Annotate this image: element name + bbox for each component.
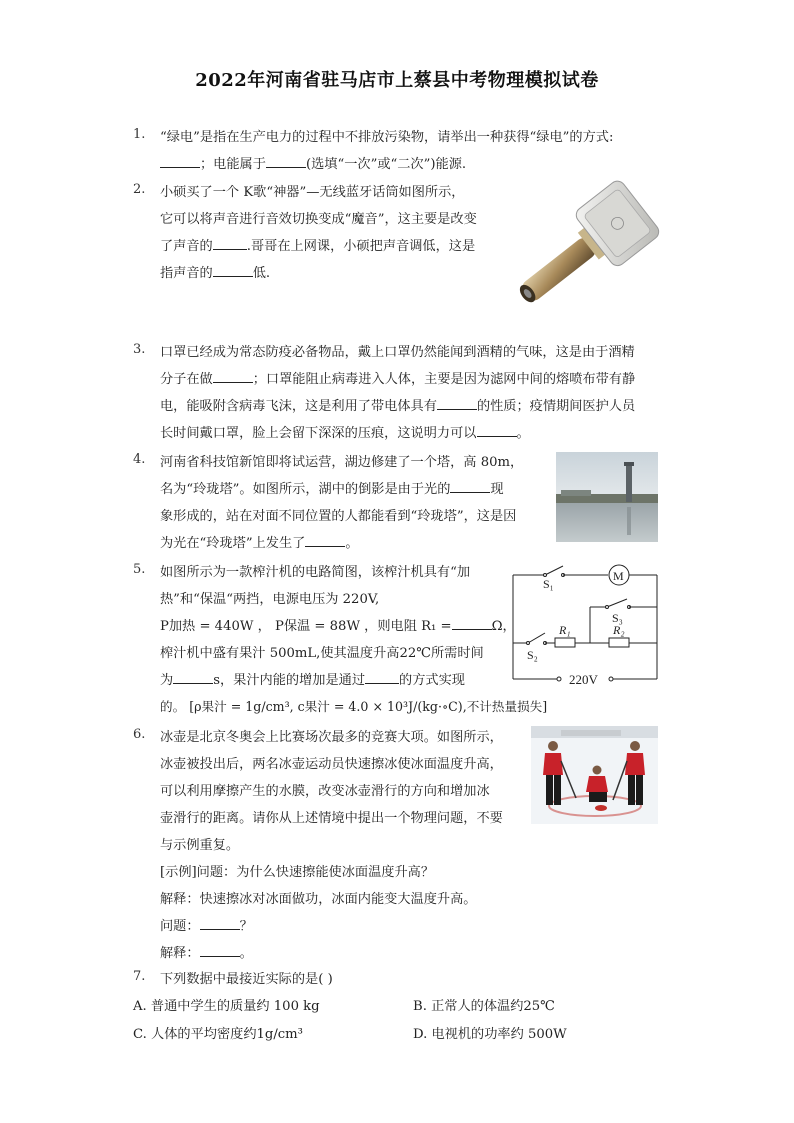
question-text: 冰壶被投出后，两名冰壶运动员快速擦冰使冰面温度升高， (160, 757, 503, 772)
answer-blank[interactable] (365, 671, 399, 684)
question-prompt: 问题： ？ (160, 919, 253, 934)
question-text: 冰壶是北京冬奥会上比赛场次最多的竞赛大项。如图所示， (160, 730, 503, 745)
question-text: 它可以将声音进行音效切换变成“魔音”，这主要是改变 (160, 212, 477, 227)
juicer-circuit-diagram (505, 556, 665, 690)
resistor-r2-label: R₂ (613, 623, 625, 637)
question-number: 4. (133, 452, 146, 467)
option-b[interactable]: B. 正常人的体温约25℃ (413, 999, 555, 1014)
question-number: 1. (133, 127, 146, 142)
question-text: ；电能属于 (选填“一次”或“二次”)能源. (160, 153, 466, 172)
question-text: 为 s，果汁内能的增加是通过 的方式实现 (160, 673, 465, 688)
question-number: 2. (133, 182, 146, 197)
question-text: 榨汁机中盛有果汁 500mL,使其温度升高22℃所需时间 (160, 646, 484, 661)
question-number: 5. (133, 562, 146, 577)
question-text: 长时间戴口罩，脸上会留下深深的压痕，这说明力可以 。 (160, 426, 530, 441)
question-text: 口罩已经成为常态防疫必备物品，戴上口罩仍然能闻到酒精的气味，这是由于酒精 (160, 345, 635, 360)
question-text: 名为“玲珑塔”。如图所示，湖中的倒影是由于光的 现 (160, 482, 504, 497)
question-text: 壶滑行的距离。请你从上述情境中提出一个物理问题，不要 (160, 811, 503, 826)
answer-blank[interactable] (305, 534, 345, 547)
example-question: [示例]问题：为什么快速擦能使冰面温度升高？ (160, 865, 435, 880)
bluetooth-microphone-image (505, 180, 660, 310)
answer-blank[interactable] (452, 617, 492, 630)
page-title: 2022年河南省驻马店市上蔡县中考物理模拟试卷 (195, 70, 599, 91)
question-text: 小硕买了一个 K歌“神器”—无线蓝牙话筒如图所示， (160, 185, 465, 200)
question-text: 河南省科技馆新馆即将试运营，湖边修建了一个塔，高 80m， (160, 455, 524, 470)
motor-label: M (613, 569, 624, 583)
question-text: P加热 = 440W ， P保温 = 88W ，则电阻 R₁ = Ω， (160, 619, 516, 634)
question-number: 7. (133, 969, 146, 984)
question-number: 3. (133, 342, 146, 357)
example-explanation: 解释：快速擦冰对冰面做功，冰面内能变大温度升高。 (160, 892, 477, 907)
answer-blank[interactable] (437, 397, 477, 410)
question-text: 为光在“玲珑塔”上发生了 。 (160, 536, 359, 551)
answer-blank[interactable] (213, 370, 253, 383)
question-text: “绿电”是指在生产电力的过程中不排放污染物，请举出一种获得“绿电”的方式: (160, 130, 614, 145)
option-c[interactable]: C. 人体的平均密度约1g/cm³ (133, 1027, 303, 1042)
answer-blank[interactable] (477, 424, 517, 437)
question-number: 6. (133, 727, 146, 742)
question-text: 如图所示为一款榨汁机的电路简图，该榨汁机具有“加 (160, 565, 471, 580)
question-text: 与示例重复。 (160, 838, 240, 853)
option-d[interactable]: D. 电视机的功率约 500W (413, 1027, 567, 1042)
question-text: 的。 [ρ果汁 = 1g/cm³, c果汁 = 4.0 × 10³J/(kg·∘C),不计热量损失] (160, 699, 548, 714)
question-text: 热”和“保温“两挡，电源电压为 220V, (160, 592, 380, 607)
answer-blank[interactable] (200, 944, 240, 957)
tower-lake-image (556, 452, 658, 542)
answer-blank[interactable] (173, 671, 213, 684)
question-text: 可以利用摩擦产生的水膜，改变冰壶滑行的方向和增加冰 (160, 784, 490, 799)
resistor-r1-label: R₁ (559, 623, 571, 637)
question-text: 下列数据中最接近实际的是( ) (160, 972, 333, 987)
switch-s2-label: S₂ (527, 648, 538, 662)
question-text: 指声音的 低. (160, 266, 271, 281)
question-text: 分子在做 ；口罩能阻止病毒进入人体，主要是因为滤网中间的熔喷布带有静 (160, 372, 636, 387)
answer-blank[interactable] (160, 155, 200, 168)
answer-blank[interactable] (450, 480, 490, 493)
explanation-prompt: 解释： 。 (160, 946, 253, 961)
question-text: 了声音的 .哥哥在上网课，小硕把声音调低，这是 (160, 239, 476, 254)
switch-s3-label: S₃ (612, 611, 623, 625)
answer-blank[interactable] (213, 237, 247, 250)
option-a[interactable]: A. 普通中学生的质量约 100 kg (133, 999, 320, 1014)
curling-athletes-image (531, 726, 658, 824)
answer-blank[interactable] (200, 917, 240, 930)
switch-s1-label: S₁ (543, 577, 554, 591)
question-text: 电，能吸附含病毒飞沫，这是利用了带电体具有 的性质；疫情期间医护人员 (160, 399, 636, 414)
answer-blank[interactable] (266, 155, 306, 168)
answer-blank[interactable] (213, 264, 253, 277)
question-text: 象形成的，站在对面不同位置的人都能看到“玲珑塔”，这是因 (160, 509, 517, 524)
supply-voltage-label: 220V (569, 672, 598, 687)
